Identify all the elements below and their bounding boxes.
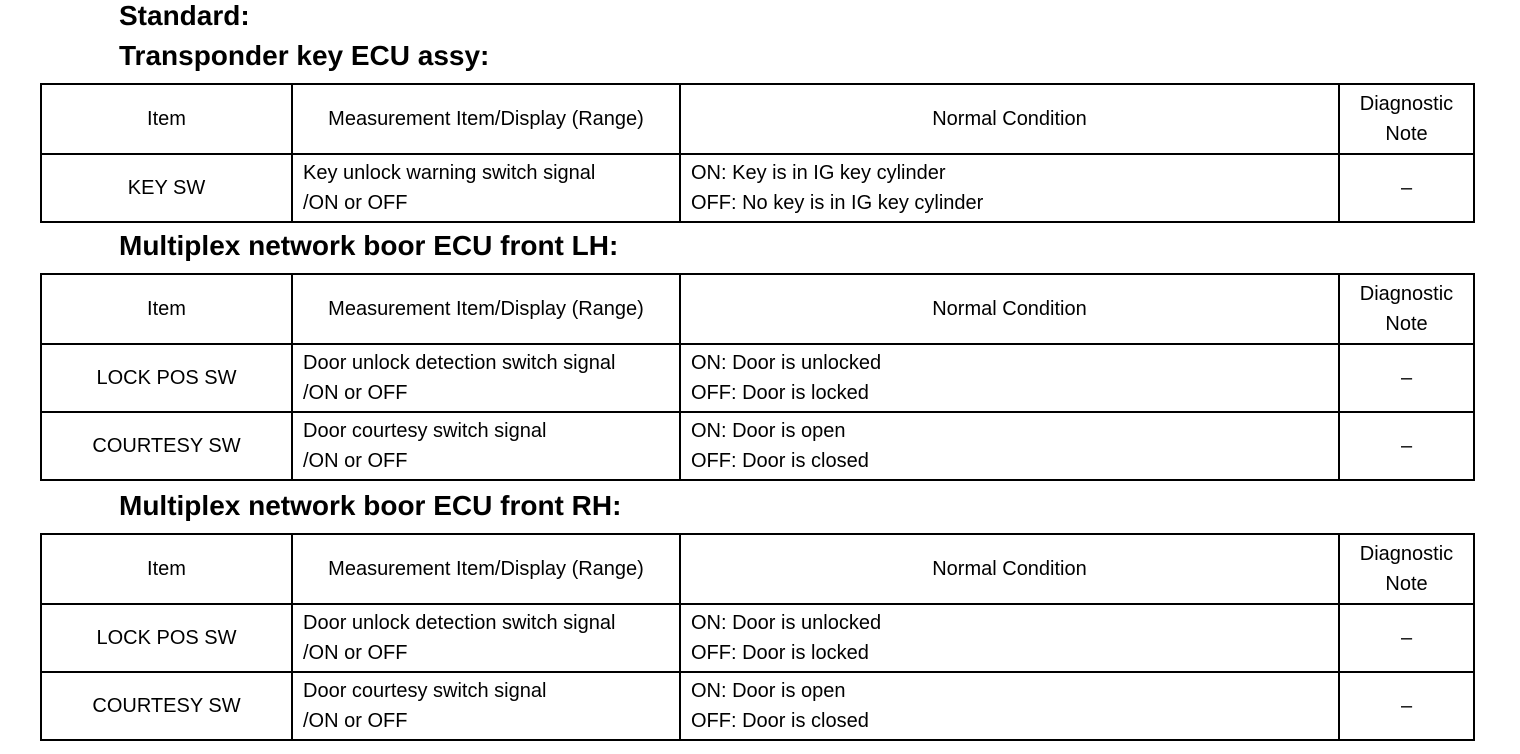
table-row	[41, 604, 1474, 672]
measurement-line2: /ON or OFF	[303, 192, 408, 214]
column-header-normal-condition: Normal Condition	[680, 274, 1339, 344]
diagnostic-note-cell: –	[1339, 604, 1474, 672]
transponder-table	[40, 83, 1475, 223]
measurement-cell	[292, 344, 680, 412]
column-header-item: Item	[41, 84, 292, 154]
item-cell: LOCK POS SW	[41, 604, 292, 672]
normal-condition-line2: OFF: Door is closed	[691, 450, 869, 472]
normal-condition-line2: OFF: Door is locked	[691, 642, 869, 664]
item-cell: COURTESY SW	[41, 412, 292, 480]
item-cell: COURTESY SW	[41, 672, 292, 740]
normal-condition-line1: ON: Door is open	[691, 680, 846, 702]
table-header-row	[41, 534, 1474, 604]
column-header-diagnostic-note	[1339, 84, 1474, 154]
normal-condition-cell	[680, 344, 1339, 412]
diagnostic-note-line1: Diagnostic	[1359, 543, 1454, 565]
measurement-line1: Door unlock detection switch signal	[303, 352, 616, 374]
normal-condition-cell	[680, 672, 1339, 740]
measurement-cell	[292, 412, 680, 480]
normal-condition-line2: OFF: Door is locked	[691, 382, 869, 404]
table-row	[41, 154, 1474, 222]
table-header-row	[41, 84, 1474, 154]
column-header-measurement: Measurement Item/Display (Range)	[292, 84, 680, 154]
diagnostic-note-cell: –	[1339, 154, 1474, 222]
normal-condition-cell	[680, 604, 1339, 672]
item-cell: LOCK POS SW	[41, 344, 292, 412]
table-row	[41, 344, 1474, 412]
standard-heading: Standard:	[119, 0, 250, 31]
normal-condition-line1: ON: Door is unlocked	[691, 612, 882, 634]
diagnostic-note-cell: –	[1339, 344, 1474, 412]
measurement-cell	[292, 154, 680, 222]
column-header-measurement: Measurement Item/Display (Range)	[292, 274, 680, 344]
diagnostic-note-line2: Note	[1385, 313, 1428, 335]
measurement-line2: /ON or OFF	[303, 642, 408, 664]
normal-condition-line1: ON: Key is in IG key cylinder	[691, 162, 946, 184]
door-rh-heading: Multiplex network boor ECU front RH:	[119, 490, 622, 521]
table-header-row	[41, 274, 1474, 344]
diagnostic-note-cell: –	[1339, 672, 1474, 740]
normal-condition-line2: OFF: No key is in IG key cylinder	[691, 192, 984, 214]
table-row	[41, 412, 1474, 480]
measurement-line1: Key unlock warning switch signal	[303, 162, 596, 184]
column-header-normal-condition: Normal Condition	[680, 84, 1339, 154]
measurement-line1: Door courtesy switch signal	[303, 420, 547, 442]
measurement-line1: Door courtesy switch signal	[303, 680, 547, 702]
column-header-item: Item	[41, 534, 292, 604]
door-lh-table	[40, 273, 1475, 481]
measurement-line2: /ON or OFF	[303, 450, 408, 472]
measurement-line2: /ON or OFF	[303, 382, 408, 404]
diagnostic-note-line2: Note	[1385, 123, 1428, 145]
diagnostic-note-cell: –	[1339, 412, 1474, 480]
measurement-line2: /ON or OFF	[303, 710, 408, 732]
measurement-line1: Door unlock detection switch signal	[303, 612, 616, 634]
item-cell: KEY SW	[41, 154, 292, 222]
door-lh-heading: Multiplex network boor ECU front LH:	[119, 230, 619, 261]
normal-condition-cell	[680, 154, 1339, 222]
column-header-item: Item	[41, 274, 292, 344]
transponder-heading: Transponder key ECU assy:	[119, 40, 490, 71]
diagnostic-note-line2: Note	[1385, 573, 1428, 595]
column-header-diagnostic-note	[1339, 274, 1474, 344]
table-row	[41, 672, 1474, 740]
diagnostic-note-line1: Diagnostic	[1359, 283, 1454, 305]
column-header-diagnostic-note	[1339, 534, 1474, 604]
door-rh-table	[40, 533, 1475, 741]
measurement-cell	[292, 672, 680, 740]
normal-condition-cell	[680, 412, 1339, 480]
column-header-normal-condition: Normal Condition	[680, 534, 1339, 604]
column-header-measurement: Measurement Item/Display (Range)	[292, 534, 680, 604]
diagnostic-note-line1: Diagnostic	[1359, 93, 1454, 115]
normal-condition-line1: ON: Door is open	[691, 420, 846, 442]
measurement-cell	[292, 604, 680, 672]
normal-condition-line1: ON: Door is unlocked	[691, 352, 882, 374]
normal-condition-line2: OFF: Door is closed	[691, 710, 869, 732]
